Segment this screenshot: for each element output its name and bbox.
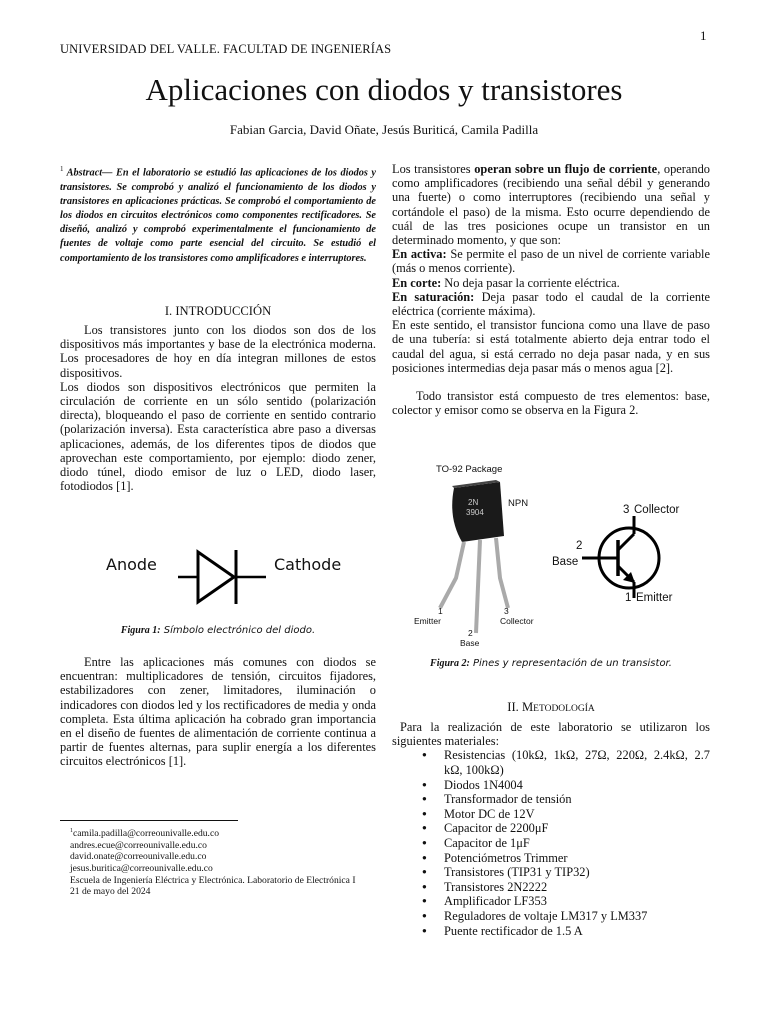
footnote-email-4: jesus.buritica@correounivalle.edu.co bbox=[70, 862, 213, 874]
materials-list bbox=[392, 748, 710, 938]
anode-label: Anode bbox=[106, 555, 157, 574]
methodology-intro: Para la realización de este laboratorio se utilizaron los siguientes materiales: bbox=[392, 720, 710, 749]
list-item: ● Capacitor de 2200μF bbox=[422, 821, 710, 836]
abstract-footnote-marker: 1 bbox=[60, 165, 64, 173]
figure-2-label: Figura 2: bbox=[430, 658, 470, 669]
figure-1-caption-text: Símbolo electrónico del diodo. bbox=[163, 625, 316, 636]
symbol-emitter-number: 1 bbox=[625, 592, 632, 604]
state-corte: En corte: No deja pasar la corriente eléctrica. bbox=[392, 275, 620, 290]
transistor-paragraph-1: Los transistores operan sobre un flujo de corriente, operando como amplificadores (recibiendo una señal débil y generando una fuerte) o como interruptores (recibiendo una señal y cortándole el paso) de la misma. Esto ocurre dependiendo de cuál de las tres posiciones ocupe un transistor en un determinado momento, y que son: bbox=[392, 162, 710, 248]
figure-2 bbox=[404, 458, 704, 650]
list-item: ● Reguladores de voltaje LM317 y LM337 bbox=[422, 909, 710, 924]
intro-paragraph-2: Los diodos son dispositivos electrónicos que permiten la circulación de corriente en un sólo sentido (polarización directa), bloqueando el paso de corriente en sentido contrario (polarización inversa). Esta característica abre paso a diversas aplicaciones, además, de los diferentes tipos de diodos que aprovechan este comportamiento, por ejemplo: diodo zener, diodo túnel, diodo emisor de luz o LED, diodo laser, fotodiodos [1]. bbox=[60, 379, 376, 494]
abstract bbox=[60, 162, 376, 266]
list-item: ● Transformador de tensión bbox=[422, 792, 710, 807]
footnote-email-2: andres.ecue@correounivalle.edu.co bbox=[70, 839, 207, 851]
transistor-figure-icon bbox=[404, 458, 704, 650]
figure-1 bbox=[96, 540, 356, 614]
state-saturacion: En saturación: Deja pasar todo el caudal de la corriente eléctrica (corriente máxima). bbox=[392, 289, 711, 319]
symbol-collector-number: 3 bbox=[623, 504, 630, 516]
pin2-number: 2 bbox=[468, 628, 473, 638]
footnote-email-1: $^1$camila.padilla@correounivalle.edu.co bbox=[70, 828, 220, 840]
footnotes bbox=[70, 826, 390, 898]
symbol-emitter-label: Emitter bbox=[636, 592, 673, 604]
transistor-body bbox=[392, 162, 710, 417]
symbol-base-number: 2 bbox=[576, 540, 583, 552]
list-item: ● Motor DC de 12V bbox=[422, 807, 710, 822]
list-item: ● Potenciómetros Trimmer bbox=[422, 851, 710, 866]
intro-paragraph-1: Los transistores junto con los diodos son dos de los dispositivos más importantes y base de la electrónica moderna. Los procesadores de hoy en día integran millones de estos dispositivos. bbox=[60, 323, 376, 380]
intro-paragraph-3: Entre las aplicaciones más comunes con diodos se encuentran: multiplicadores de tensión, circuitos fijadores, estabilizadores con zener, limitadores, iluminación o indicadores con diodos led y los rectificadores de media y onda completa. Esta última aplicación ha cobrado gran importancia en el diseño de fuentes de alimentación de corriente continua a partir de fuentes alternas, para suplir energía a los diferentes circuitos electrónicos [1]. bbox=[60, 655, 376, 769]
abstract-text: Abstract— En el laboratorio se estudió las aplicaciones de los diodos y transistores. Se comprobó y analizó el funcionamiento de los diodos y transistores en aplicaciones prácticas. Se comprobó el comportamiento de los diodos en circuitos electrónicos como componentes rectificadores. Se diseñó, analizó y comprobó experimentalmente el funcionamiento de fuentes de voltaje como parte esencial del circuito. Se estudió el comportamiento de los transistores como amplificadores e interruptores. bbox=[60, 167, 376, 264]
pin2-name: Base bbox=[460, 638, 480, 648]
list-item: ● Puente rectificador de 1.5 A bbox=[422, 924, 710, 939]
footnote-affiliation: Escuela de Ingeniería Eléctrica y Electrónica. Laboratorio de Electrónica I bbox=[70, 874, 356, 886]
transistor-bold-phrase: operan sobre un flujo de corriente bbox=[474, 162, 658, 176]
running-header: UNIVERSIDAD DEL VALLE. FACULTAD DE INGENIERÍAS bbox=[60, 42, 392, 56]
figure-2-caption bbox=[392, 657, 710, 671]
transistor-paragraph-3: Todo transistor está compuesto de tres elementos: base, colector y emisor como se observa en la Figura 2. bbox=[392, 389, 710, 418]
footnote-divider bbox=[60, 820, 238, 821]
footnote-email-3: david.onate@correounivalle.edu.co bbox=[70, 851, 207, 863]
paper-title: Aplicaciones con diodos y transistores bbox=[145, 72, 623, 107]
pin1-number: 1 bbox=[438, 606, 443, 616]
list-item: ● Transistores 2N2222 bbox=[422, 880, 710, 895]
section-heading-intro: I. INTRODUCCIÓN bbox=[164, 304, 272, 318]
symbol-base-label: Base bbox=[552, 556, 579, 568]
marking-line-1: 2N bbox=[468, 498, 479, 507]
state-activa: En activa: Se permite el paso de un nivel de corriente variable (más o menos corriente). bbox=[392, 247, 710, 276]
pin3-name: Collector bbox=[500, 616, 534, 626]
list-item: ● Resistencias (10kΩ, 1kΩ, 27Ω, 220Ω, 2.4kΩ, 2.7 kΩ, 100kΩ) bbox=[422, 748, 710, 777]
figure-2-caption-text: Pines y representación de un transistor. bbox=[472, 658, 672, 669]
authors: Fabian Garcia, David Oñate, Jesús Buriticá, Camila Padilla bbox=[229, 122, 539, 137]
list-item: ● Diodos 1N4004 bbox=[422, 778, 710, 793]
figure-1-caption bbox=[60, 624, 376, 638]
intro-body bbox=[60, 323, 376, 493]
symbol-collector-label: Collector bbox=[634, 504, 680, 516]
npn-label: NPN bbox=[508, 498, 529, 509]
section-heading-methodology: II. METODOLOGÍA bbox=[507, 700, 595, 714]
package-label: TO-92 Package bbox=[436, 464, 503, 475]
intro-body-continued bbox=[60, 655, 376, 769]
footnote-marker: 1 bbox=[70, 828, 73, 834]
footnote-date: 21 de mayo del 2024 bbox=[70, 886, 151, 898]
cathode-label: Cathode bbox=[274, 555, 342, 574]
diode-symbol-icon bbox=[96, 540, 356, 614]
figure-1-label: Figura 1: bbox=[120, 625, 161, 636]
list-item: ● Amplificador LF353 bbox=[422, 894, 710, 909]
pin3-number: 3 bbox=[504, 606, 509, 616]
list-item: ● Capacitor de 1μF bbox=[422, 836, 710, 851]
page-number: 1 bbox=[700, 28, 707, 43]
list-item: ● Transistores (TIP31 y TIP32) bbox=[422, 865, 710, 880]
transistor-paragraph-2: En este sentido, el transistor funciona como una llave de paso de una tubería: si está totalmente abierto deja entrar todo el caudal del agua, si está cerrado no deja pasar nada, y en sus posiciones intermedias deja pasar más o menos agua [2]. bbox=[392, 318, 710, 375]
pin1-name: Emitter bbox=[414, 616, 441, 626]
marking-line-2: 3904 bbox=[466, 508, 484, 517]
methodology-body bbox=[392, 720, 710, 938]
